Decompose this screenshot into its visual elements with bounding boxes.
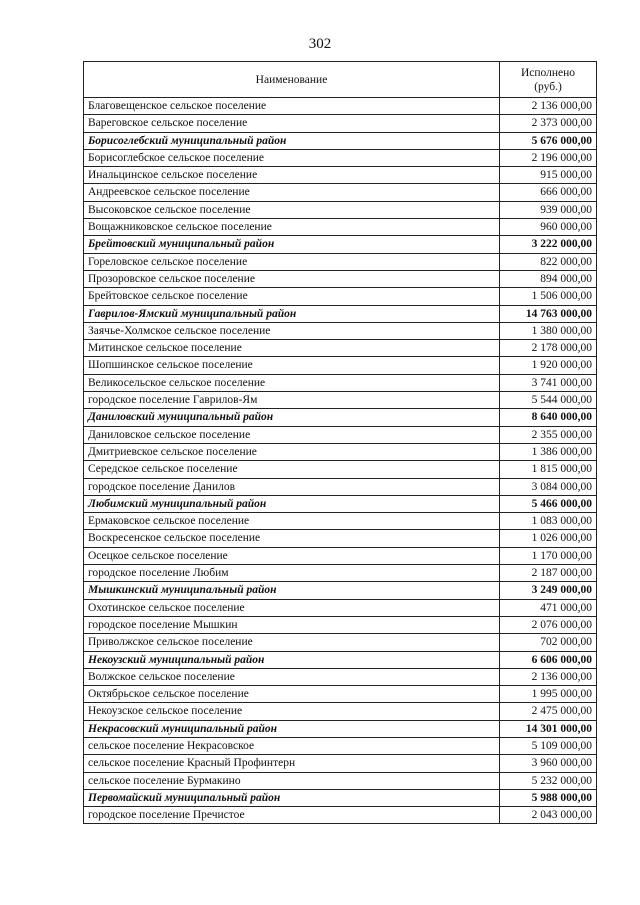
settlement-amount-cell: 939 000,00 [500,201,597,218]
settlement-row [84,565,597,582]
district-amount-cell: 3 222 000,00 [500,236,597,253]
district-total-row [84,236,597,253]
settlement-row [84,149,597,166]
settlement-name-cell: Вощажниковское сельское поселение [84,219,500,236]
settlement-row [84,737,597,754]
settlement-amount-cell: 2 355 000,00 [500,426,597,443]
settlement-amount-cell: 5 109 000,00 [500,737,597,754]
settlement-amount-cell: 2 178 000,00 [500,340,597,357]
district-name-cell: Мышкинский муниципальный район [84,582,500,599]
district-total-row [84,651,597,668]
settlement-row [84,184,597,201]
settlement-amount-cell: 1 170 000,00 [500,547,597,564]
settlement-amount-cell: 2 475 000,00 [500,703,597,720]
settlement-name-cell: Даниловское сельское поселение [84,426,500,443]
settlement-row [84,616,597,633]
settlement-name-cell: Приволжское сельское поселение [84,634,500,651]
settlement-name-cell: сельское поселение Красный Профинтерн [84,755,500,772]
settlement-row [84,115,597,132]
settlement-amount-cell: 822 000,00 [500,253,597,270]
settlement-amount-cell: 915 000,00 [500,167,597,184]
settlement-amount-cell: 1 920 000,00 [500,357,597,374]
district-amount-cell: 14 763 000,00 [500,305,597,322]
settlement-name-cell: Октябрьское сельское поселение [84,686,500,703]
settlement-row [84,426,597,443]
settlement-name-cell: Осецкое сельское поселение [84,547,500,564]
settlement-amount-cell: 1 386 000,00 [500,443,597,460]
settlement-name-cell: городское поселение Любим [84,565,500,582]
settlement-name-cell: Заячье-Холмское сельское поселение [84,322,500,339]
settlement-amount-cell: 1 083 000,00 [500,513,597,530]
district-amount-cell: 8 640 000,00 [500,409,597,426]
settlement-row [84,98,597,115]
column-header-name: Наименование [84,62,500,98]
settlement-amount-cell: 1 380 000,00 [500,322,597,339]
settlement-row [84,547,597,564]
settlement-name-cell: Дмитриевское сельское поселение [84,443,500,460]
settlement-amount-cell: 1 026 000,00 [500,530,597,547]
settlement-name-cell: Некоузское сельское поселение [84,703,500,720]
settlement-name-cell: городское поселение Мышкин [84,616,500,633]
district-total-row [84,132,597,149]
settlement-name-cell: Благовещенское сельское поселение [84,98,500,115]
settlement-name-cell: городское поселение Данилов [84,478,500,495]
district-amount-cell: 5 676 000,00 [500,132,597,149]
table-header-row [84,62,597,98]
settlement-amount-cell: 894 000,00 [500,270,597,287]
district-name-cell: Гаврилов-Ямский муниципальный район [84,305,500,322]
settlement-row [84,392,597,409]
settlement-row [84,461,597,478]
settlement-row [84,374,597,391]
settlement-amount-cell: 5 544 000,00 [500,392,597,409]
district-total-row [84,720,597,737]
settlement-row [84,288,597,305]
column-header-amount [500,62,597,98]
district-name-cell: Некоузский муниципальный район [84,651,500,668]
settlement-name-cell: Ермаковское сельское поселение [84,513,500,530]
settlement-name-cell: Прозоровское сельское поселение [84,270,500,287]
settlement-row [84,340,597,357]
settlement-amount-cell: 2 076 000,00 [500,616,597,633]
settlement-row [84,201,597,218]
settlement-name-cell: Великосельское сельское поселение [84,374,500,391]
settlement-amount-cell: 666 000,00 [500,184,597,201]
settlement-row [84,443,597,460]
settlement-name-cell: городское поселение Пречистое [84,807,500,824]
settlement-amount-cell: 2 136 000,00 [500,98,597,115]
settlement-row [84,668,597,685]
district-name-cell: Борисоглебский муниципальный район [84,132,500,149]
settlement-row [84,270,597,287]
settlement-amount-cell: 1 995 000,00 [500,686,597,703]
settlement-name-cell: Андреевское сельское поселение [84,184,500,201]
settlement-name-cell: Вареговское сельское поселение [84,115,500,132]
district-amount-cell: 6 606 000,00 [500,651,597,668]
settlement-row [84,772,597,789]
settlement-amount-cell: 3 960 000,00 [500,755,597,772]
settlement-row [84,253,597,270]
settlement-amount-cell: 1 506 000,00 [500,288,597,305]
settlement-amount-cell: 2 373 000,00 [500,115,597,132]
settlement-amount-cell: 2 187 000,00 [500,565,597,582]
settlement-row [84,219,597,236]
settlement-name-cell: Шопшинское сельское поселение [84,357,500,374]
settlement-name-cell: сельское поселение Бурмакино [84,772,500,789]
district-total-row [84,305,597,322]
settlement-row [84,686,597,703]
settlement-name-cell: Борисоглебское сельское поселение [84,149,500,166]
settlement-amount-cell: 2 136 000,00 [500,668,597,685]
district-amount-cell: 14 301 000,00 [500,720,597,737]
district-total-row [84,495,597,512]
settlement-row [84,513,597,530]
settlement-name-cell: Высоковское сельское поселение [84,201,500,218]
settlement-amount-cell: 2 196 000,00 [500,149,597,166]
settlement-name-cell: Гореловское сельское поселение [84,253,500,270]
settlement-name-cell: Митинское сельское поселение [84,340,500,357]
settlement-amount-cell: 471 000,00 [500,599,597,616]
settlement-amount-cell: 5 232 000,00 [500,772,597,789]
settlement-row [84,755,597,772]
district-name-cell: Брейтовский муниципальный район [84,236,500,253]
district-name-cell: Любимский муниципальный район [84,495,500,512]
settlement-name-cell: Брейтовское сельское поселение [84,288,500,305]
settlement-row [84,167,597,184]
settlement-row [84,599,597,616]
district-name-cell: Первомайский муниципальный район [84,789,500,806]
settlement-row [84,807,597,824]
district-amount-cell: 5 466 000,00 [500,495,597,512]
settlement-name-cell: Охотинское сельское поселение [84,599,500,616]
settlement-row [84,478,597,495]
budget-table [83,61,597,824]
column-header-amount-unit: (руб.) [534,80,562,93]
settlement-amount-cell: 1 815 000,00 [500,461,597,478]
district-name-cell: Даниловский муниципальный район [84,409,500,426]
settlement-name-cell: Инальцинское сельское поселение [84,167,500,184]
district-total-row [84,582,597,599]
settlement-amount-cell: 3 741 000,00 [500,374,597,391]
settlement-name-cell: Воскресенское сельское поселение [84,530,500,547]
district-amount-cell: 5 988 000,00 [500,789,597,806]
settlement-name-cell: Середское сельское поселение [84,461,500,478]
page-number: 302 [308,36,332,52]
district-total-row [84,409,597,426]
settlement-name-cell: Волжское сельское поселение [84,668,500,685]
district-name-cell: Некрасовский муниципальный район [84,720,500,737]
settlement-row [84,357,597,374]
settlement-amount-cell: 702 000,00 [500,634,597,651]
settlement-name-cell: сельское поселение Некрасовское [84,737,500,754]
table-body [84,98,597,824]
settlement-row [84,322,597,339]
district-total-row [84,789,597,806]
settlement-row [84,634,597,651]
district-amount-cell: 3 249 000,00 [500,582,597,599]
settlement-name-cell: городское поселение Гаврилов-Ям [84,392,500,409]
column-header-amount-label: Исполнено [520,66,576,79]
settlement-amount-cell: 2 043 000,00 [500,807,597,824]
settlement-amount-cell: 960 000,00 [500,219,597,236]
settlement-amount-cell: 3 084 000,00 [500,478,597,495]
settlement-row [84,530,597,547]
settlement-row [84,703,597,720]
